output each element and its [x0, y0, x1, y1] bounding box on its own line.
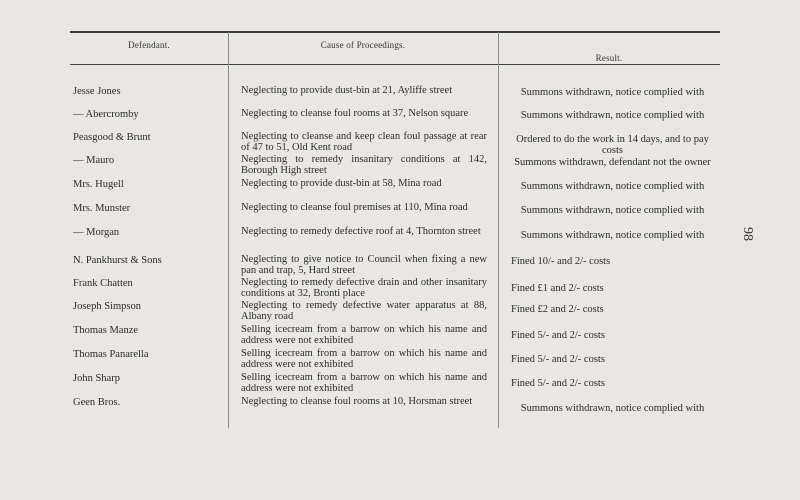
cause-cell: Neglecting to provide dust-bin at 21, Ayliffe street: [241, 85, 453, 96]
header-cause: Cause of Proceedings.: [320, 40, 406, 50]
result-cell: Fined 5/- and 2/- costs: [511, 330, 605, 341]
result-cell: Fined £2 and 2/- costs: [511, 304, 604, 315]
page-number: 98: [740, 227, 755, 241]
cause-cell: Selling icecream from a barrow on which his name and address were not exhibited: [241, 348, 487, 370]
result-cell: Summons withdrawn, notice complied with: [520, 205, 705, 216]
defendant-cell: — Mauro: [73, 155, 115, 166]
defendant-cell: Joseph Simpson: [73, 301, 141, 312]
result-cell: Summons withdrawn, notice complied with: [520, 230, 705, 241]
result-cell: Fined 5/- and 2/- costs: [511, 354, 605, 365]
cause-cell: Neglecting to remedy insanitary conditions at 142, Borough High street: [241, 154, 487, 176]
column-divider-1: [228, 32, 229, 428]
defendant-cell: Mrs. Hugell: [73, 179, 124, 190]
cause-cell: Neglecting to remedy defective roof at 4, Thornton street: [241, 226, 481, 237]
result-cell: Fined 10/- and 2/- costs: [511, 256, 611, 267]
cause-cell: Neglecting to cleanse and keep clean foul passage at rear of 47 to 51, Old Kent road: [241, 131, 487, 153]
defendant-cell: Frank Chatten: [73, 278, 133, 289]
cause-cell: Neglecting to remedy defective water apparatus at 88, Albany road: [241, 300, 487, 322]
defendant-cell: Thomas Manze: [73, 325, 139, 336]
defendant-cell: Thomas Panarella: [73, 349, 149, 360]
cause-cell: Selling icecream from a barrow on which his name and address were not exhibited: [241, 372, 487, 394]
defendant-cell: — Morgan: [73, 227, 120, 238]
defendant-cell: Geen Bros.: [73, 397, 121, 408]
defendant-cell: John Sharp: [73, 373, 120, 384]
cause-cell: Neglecting to cleanse foul rooms at 37, Nelson square: [241, 108, 469, 119]
table-top-rule: [70, 31, 720, 33]
header-result: Result.: [595, 53, 623, 63]
result-cell: Summons withdrawn, notice complied with: [520, 87, 705, 98]
cause-cell: Selling icecream from a barrow on which his name and address were not exhibited: [241, 324, 487, 346]
result-cell: Summons withdrawn, notice complied with: [520, 110, 705, 121]
defendant-cell: N. Pankhurst & Sons: [73, 255, 162, 266]
cause-cell: Neglecting to cleanse foul premises at 110, Mina road: [241, 202, 468, 213]
result-cell: Ordered to do the work in 14 days, and to pay costs: [516, 134, 709, 156]
result-cell: Summons withdrawn, defendant not the owner: [514, 157, 711, 168]
table-header-rule: [70, 64, 720, 65]
result-cell: Fined £1 and 2/- costs: [511, 283, 604, 294]
cause-cell: Neglecting to provide dust-bin at 58, Mina road: [241, 178, 442, 189]
defendant-cell: Mrs. Munster: [73, 203, 131, 214]
result-cell: Fined 5/- and 2/- costs: [511, 378, 605, 389]
defendant-cell: Jesse Jones: [73, 86, 121, 97]
cause-cell: Neglecting to remedy defective drain and other insanitary conditions at 32, Bronti place: [241, 277, 487, 299]
column-divider-2: [498, 32, 499, 428]
defendant-cell: Peasgood & Brunt: [73, 132, 151, 143]
result-cell: Summons withdrawn, notice complied with: [520, 403, 705, 414]
cause-cell: Neglecting to give notice to Council when fixing a new pan and trap, 5, Hard street: [241, 254, 487, 276]
cause-cell: Neglecting to cleanse foul rooms at 10, Horsman street: [241, 396, 473, 407]
header-defendant: Defendant.: [128, 40, 170, 50]
defendant-cell: — Abercromby: [73, 109, 139, 120]
result-cell: Summons withdrawn, notice complied with: [520, 181, 705, 192]
